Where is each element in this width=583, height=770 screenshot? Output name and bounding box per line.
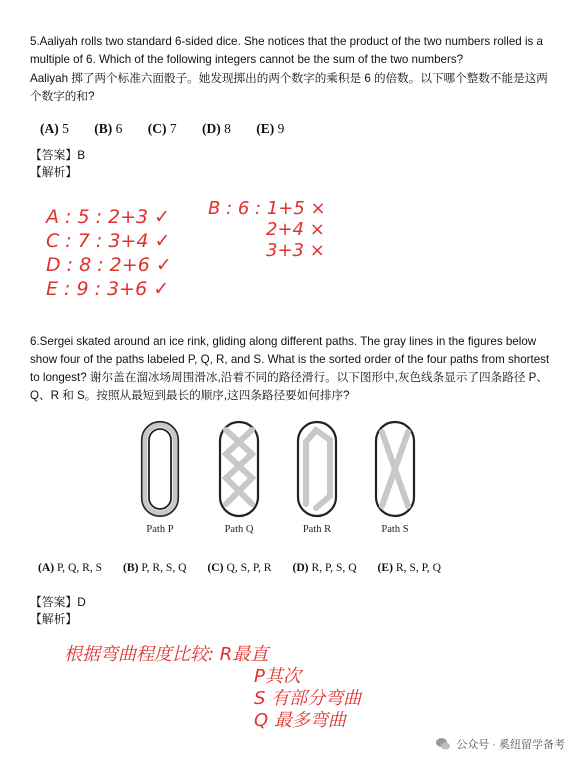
- q5-analysis: 【解析】: [30, 165, 78, 179]
- q6-choice-b: (B) P, R, S, Q: [123, 561, 187, 574]
- q6-choices: [38, 561, 459, 574]
- q5-choice-d: (D) 8: [202, 121, 231, 136]
- path-q-track-2: [226, 430, 252, 504]
- q6-hw-line-3: S 有部分弯曲: [254, 688, 362, 709]
- q5-choice-e: (E) 9: [256, 121, 285, 136]
- q5-hw-line-a: A : 5 : 2+3 ✓: [46, 206, 171, 228]
- q6-analysis: 【解析】: [30, 612, 78, 626]
- path-s-label: Path S: [381, 524, 409, 535]
- q6-text-en: 6.Sergei skated around an ice rink, gliding along different paths. The gray lines in the figures below show four of the paths labeled P, Q, R, and S. What is the sorted order of the four paths from shortest to longest?: [30, 335, 550, 384]
- q5-choice-c: (C) 7: [147, 121, 177, 136]
- q5-handwriting-right: [208, 198, 326, 261]
- path-q-label: Path Q: [224, 524, 254, 535]
- watermark-text: 公众号 · 奚纽留学备考: [456, 739, 565, 751]
- q6-handwriting: [64, 644, 361, 732]
- q5-text-zh: Aaliyah 掷了两个标准六面骰子。她发现掷出的两个数字的乘积是 6 的倍数。以下哪个整数不能是这两个数字的和?: [30, 72, 548, 103]
- q5-hw-line-d: D : 8 : 2+6 ✓: [46, 254, 172, 276]
- q5-hw-line-b3: 3+3 ×: [266, 240, 325, 261]
- q6-choice-a: (A) P, Q, R, S: [38, 561, 103, 574]
- path-p-label: Path P: [146, 524, 174, 535]
- watermark: [435, 736, 565, 752]
- path-p-inner: [149, 429, 171, 509]
- q6-hw-line-2: P其次: [254, 666, 301, 687]
- q5-answer: 【答案】B: [30, 148, 86, 162]
- paths-figure: [130, 418, 450, 540]
- q5-hw-line-e: E : 9 : 3+6 ✓: [46, 278, 170, 300]
- q5-hw-line-c: C : 7 : 3+4 ✓: [46, 230, 171, 252]
- q6-hw-line-4: Q 最多弯曲: [254, 710, 346, 731]
- q6-text-zh: 谢尔盖在溜冰场周围滑冰,沿着不同的路径滑行。以下图形中,灰色线条显示了四条路径 P、Q、R 和 S。按照从最短到最长的顺序,这四条路径要如何排序?: [30, 371, 548, 402]
- q6-choice-e: (E) R, S, P, Q: [377, 561, 441, 574]
- wechat-icon: [435, 736, 451, 752]
- path-r-label: Path R: [302, 524, 332, 535]
- q5-choice-b: (B) 6: [94, 121, 123, 136]
- q5-question: [30, 33, 555, 106]
- q5-handwriting-left: [46, 205, 172, 301]
- q5-text-en: 5.Aaliyah rolls two standard 6-sided dice. She notices that the product of the two numbers rolled is a multiple of 6. Which of the following integers cannot be the sum of the two numbers?: [30, 35, 543, 66]
- q5-choices: [40, 121, 306, 137]
- q5-hw-line-b2: 2+4 ×: [266, 219, 325, 240]
- q6-hw-line-1: 根据弯曲程度比较: R最直: [64, 644, 269, 665]
- q5-hw-line-b: B : 6 : 1+5 ×: [208, 198, 326, 219]
- q6-answer: 【答案】D: [30, 595, 86, 609]
- q6-choice-c: (C) Q, S, P, R: [207, 561, 272, 574]
- q5-choice-a: (A) 5: [40, 121, 69, 136]
- q6-question: [30, 333, 555, 405]
- path-r-track: [306, 430, 330, 508]
- q6-choice-d: (D) R, P, S, Q: [292, 561, 357, 574]
